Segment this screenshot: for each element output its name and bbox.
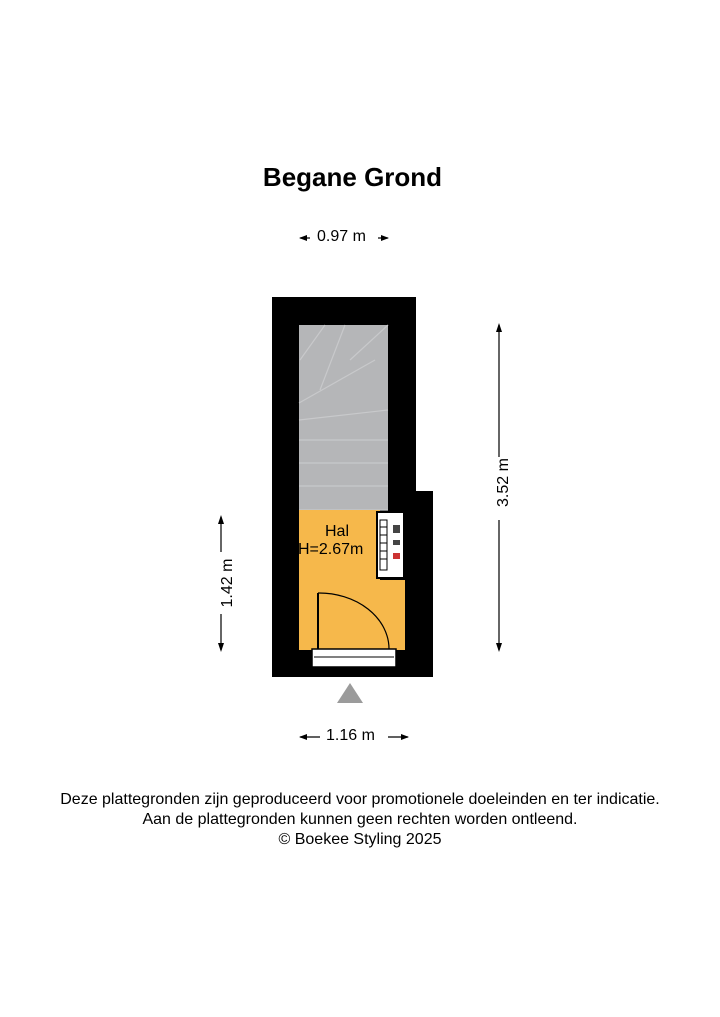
dimension-left-label: 1.42 m (219, 553, 241, 613)
disclaimer-line-2: Aan de plattegronden kunnen geen rechten worden ontleend. (142, 811, 578, 828)
dimension-right-label: 3.52 m (495, 457, 517, 509)
disclaimer-line-1: Deze plattegronden zijn geproduceerd voor promotionele doeleinden en ter indicatie. (60, 791, 660, 808)
room-height-label: H=2.67m (298, 541, 364, 558)
disclaimer (0, 790, 720, 850)
copyright-line: © Boekee Styling 2025 (278, 831, 442, 848)
cupboard (377, 512, 404, 578)
floor-title: Begane Grond (262, 162, 443, 192)
staircase (299, 325, 388, 510)
dimension-bottom-label: 1.16 m (323, 727, 378, 745)
room-name-label: Hal (325, 523, 350, 540)
dimension-top-label: 0.97 m (314, 228, 369, 246)
entrance-triangle-icon (337, 683, 363, 703)
